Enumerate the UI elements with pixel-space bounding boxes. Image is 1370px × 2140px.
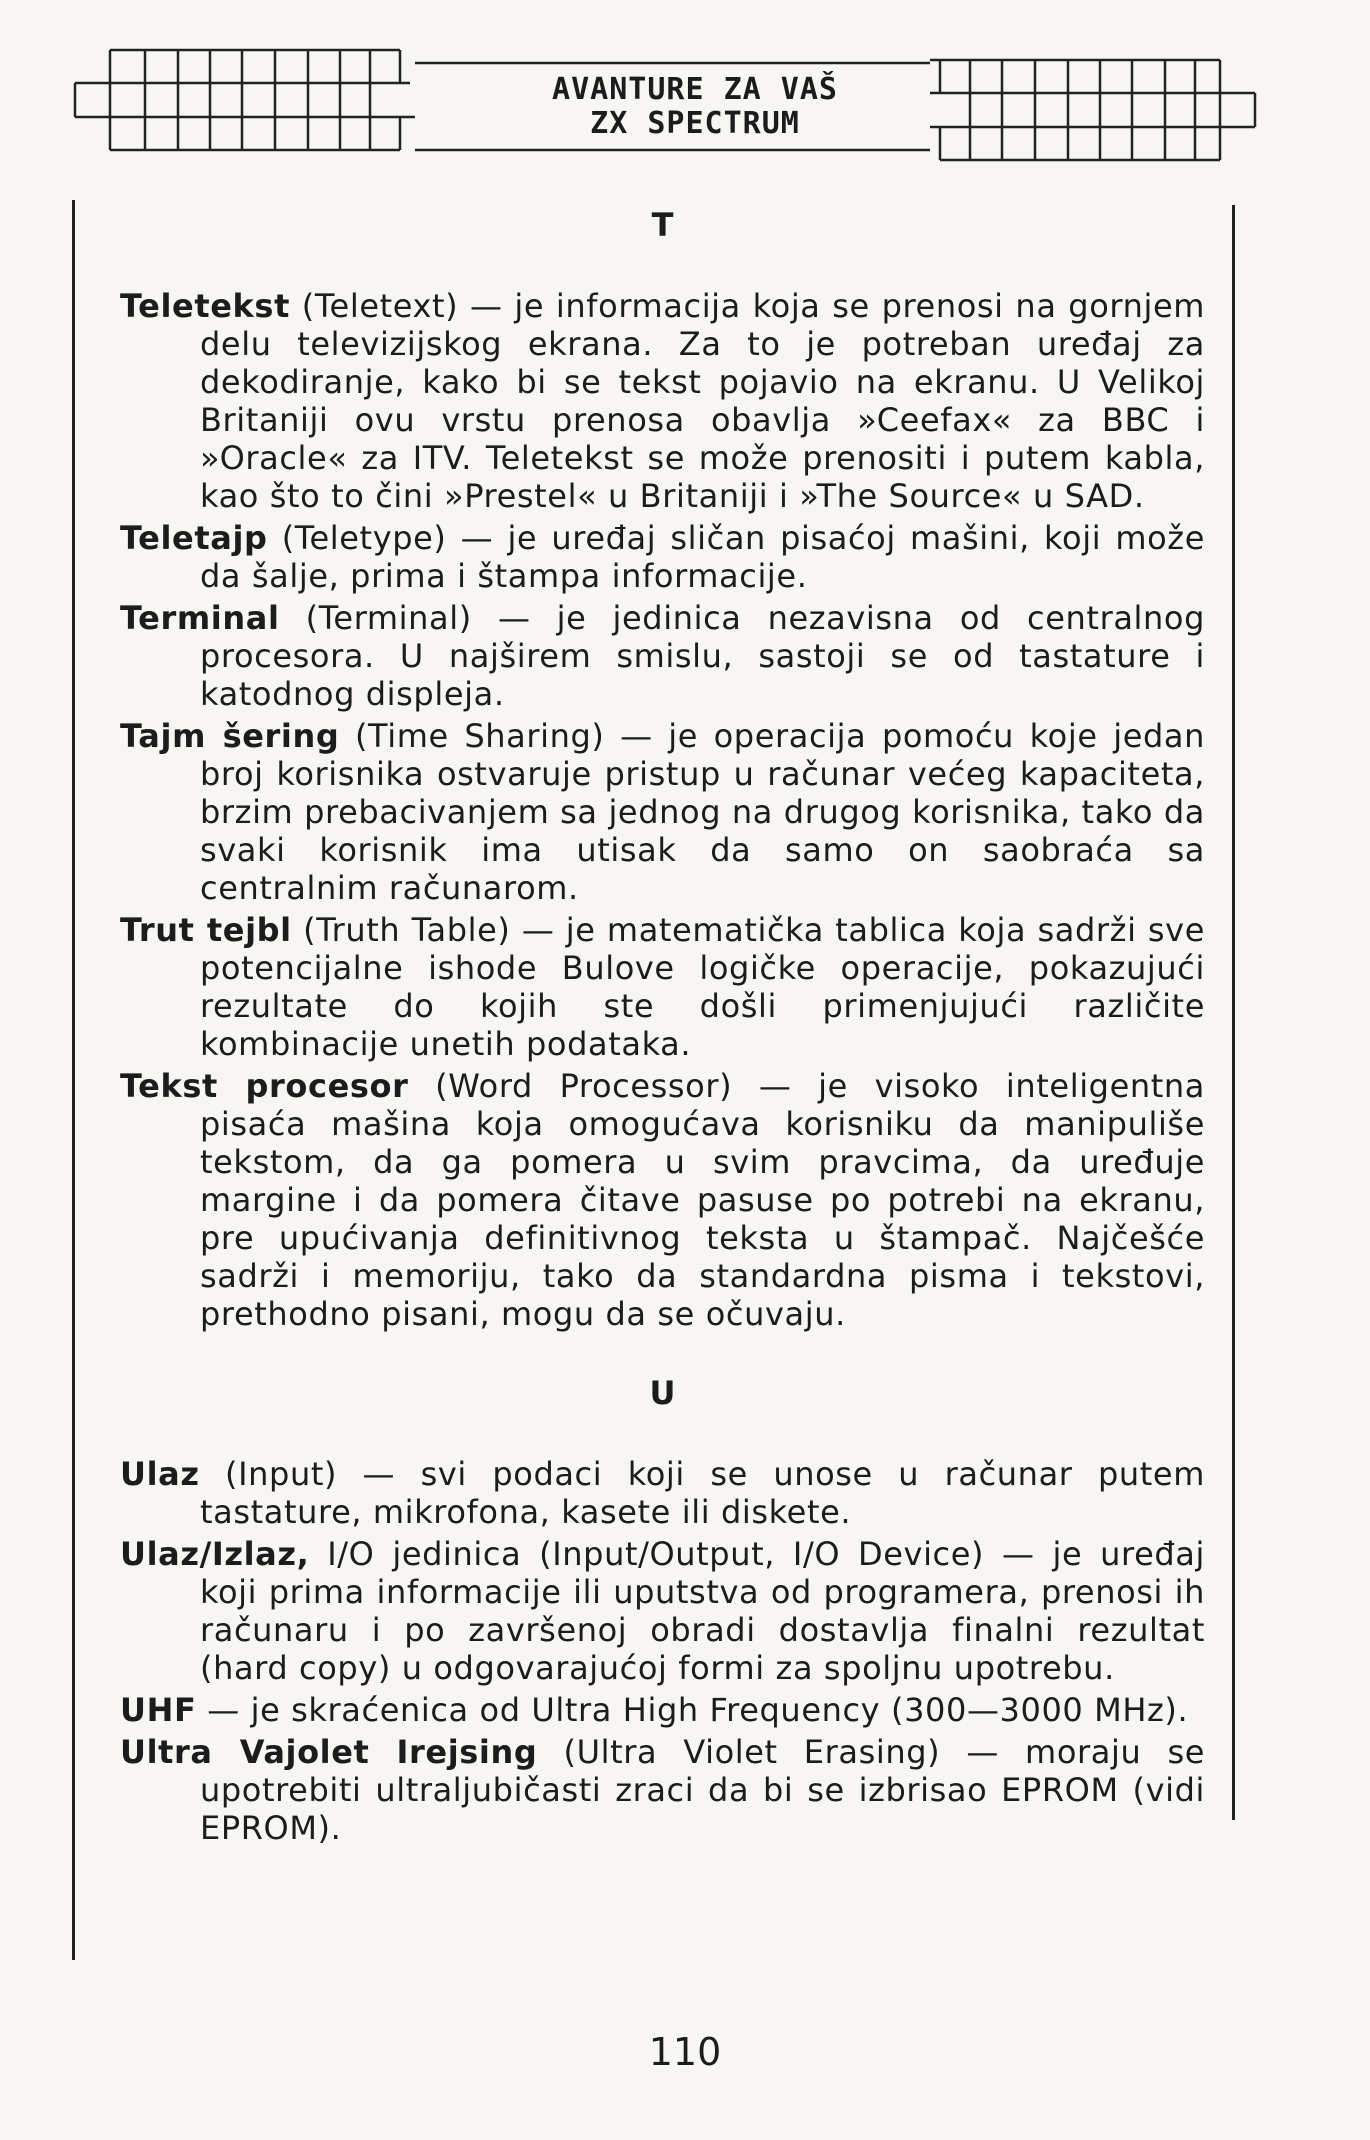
entry-definition: (Ultra Violet Erasing) — moraju se upotrebiti ultraljubičasti zraci da bi se izbrisao EPROM (vidi EPROM). [200,1733,1206,1847]
entry-term: Tajm šering [120,717,340,755]
entry-definition: — je skraćenica od Ultra High Frequency (300—3000 MHz). [196,1691,1189,1729]
entry-term: Ulaz/Izlaz, [120,1535,310,1573]
section-heading-t: T [651,206,674,244]
glossary-entry-ulaz-izlaz [120,1535,1205,1687]
glossary-entry-ulaz [120,1455,1205,1531]
entry-term: Ultra Vajolet Irejsing [120,1733,538,1771]
glossary-entry-ultra-vajolet-irejsing [120,1733,1205,1847]
entry-term: UHF [120,1691,197,1729]
entry-definition: (Time Sharing) — je operacija pomoću koje jedan broj korisnika ostvaruje pristup u računar većeg kapaciteta, brzim prebacivanjem sa jednog na drugog korisnika, tako da svaki korisnik ima utisak da samo on saobraća sa centralnim računarom. [200,717,1205,907]
entry-definition: (Teletype) — je uređaj sličan pisaćoj mašini, koji može da šalje, prima i štampa informacije. [200,519,1205,595]
header-title [470,73,920,141]
header-title-line-2: ZX SPECTRUM [590,106,800,141]
glossary-entry-tajm-sering [120,717,1205,907]
header-title-line-1: AVANTURE ZA VAŠ [552,72,838,107]
page-header [70,45,1270,165]
entry-definition: (Terminal) — je jedinica nezavisna od centralnog procesora. U najširem smislu, sastoji se od tastature i katodnog displeja. [200,599,1205,713]
entry-term: Terminal [120,599,280,637]
entry-term: Teletekst [120,287,290,325]
entry-term: Ulaz [120,1455,200,1493]
glossary-content [120,200,1205,1851]
glossary-entry-terminal [120,599,1205,713]
entry-definition: (Input) — svi podaci koji se unose u računar putem tastature, mikrofona, kasete ili diskete. [199,1455,1205,1531]
entry-term: Tekst procesor [120,1067,409,1105]
right-margin-rule [1232,205,1235,1820]
entry-definition: (Word Processor) — je visoko inteligentna pisaća mašina koja omogućava korisniku da manipuliše tekstom, da ga pomera u svim pravcima, da uređuje margine i da pomera čitave pasuse po potrebi na ekranu, pre upućivanja definitivnog teksta u štampač. Najčešće sadrži i memoriju, tako da standardna pisma i tekstovi, prethodno pisani, mogu da se očuvaju. [200,1067,1206,1333]
glossary-entry-teletajp [120,519,1205,595]
entry-term: Trut tejbl [120,911,292,949]
left-margin-rule [72,200,75,1960]
entry-definition: (Truth Table) — je matematička tablica koja sadrži sve potencijalne ishode Bulove logičke operacije, pokazujući rezultate do kojih ste došli primenjujući različite kombinacije unetih podataka. [200,911,1206,1063]
page-number: 110 [648,2030,722,2074]
section-heading-u: U [649,1374,676,1412]
glossary-entry-teletekst [120,287,1205,515]
entry-definition: (Teletext) — je informacija koja se prenosi na gornjem delu televizijskog ekrana. Za to je potreban uređaj za dekodiranje, kako bi se tekst pojavio na ekranu. U Velikoj Britaniji ovu vrstu prenosa obavlja »Ceefax« za BBC i »Oracle« za ITV. Teletekst se može prenositi i putem kabla, kao što to čini »Prestel« u Britaniji i »The Source« u SAD. [200,287,1205,515]
glossary-entry-tekst-procesor [120,1067,1205,1333]
entry-term: Teletajp [120,519,268,557]
glossary-entry-uhf [120,1691,1205,1729]
entry-definition: I/O jedinica (Input/Output, I/O Device) — je uređaj koji prima informacije ili uputstva od programera, prenosi ih računaru i po završenoj obradi dostavlja finalni rezultat (hard copy) u odgovarajućoj formi za spoljnu upotrebu. [200,1535,1205,1687]
glossary-entry-trut-tejbl [120,911,1205,1063]
